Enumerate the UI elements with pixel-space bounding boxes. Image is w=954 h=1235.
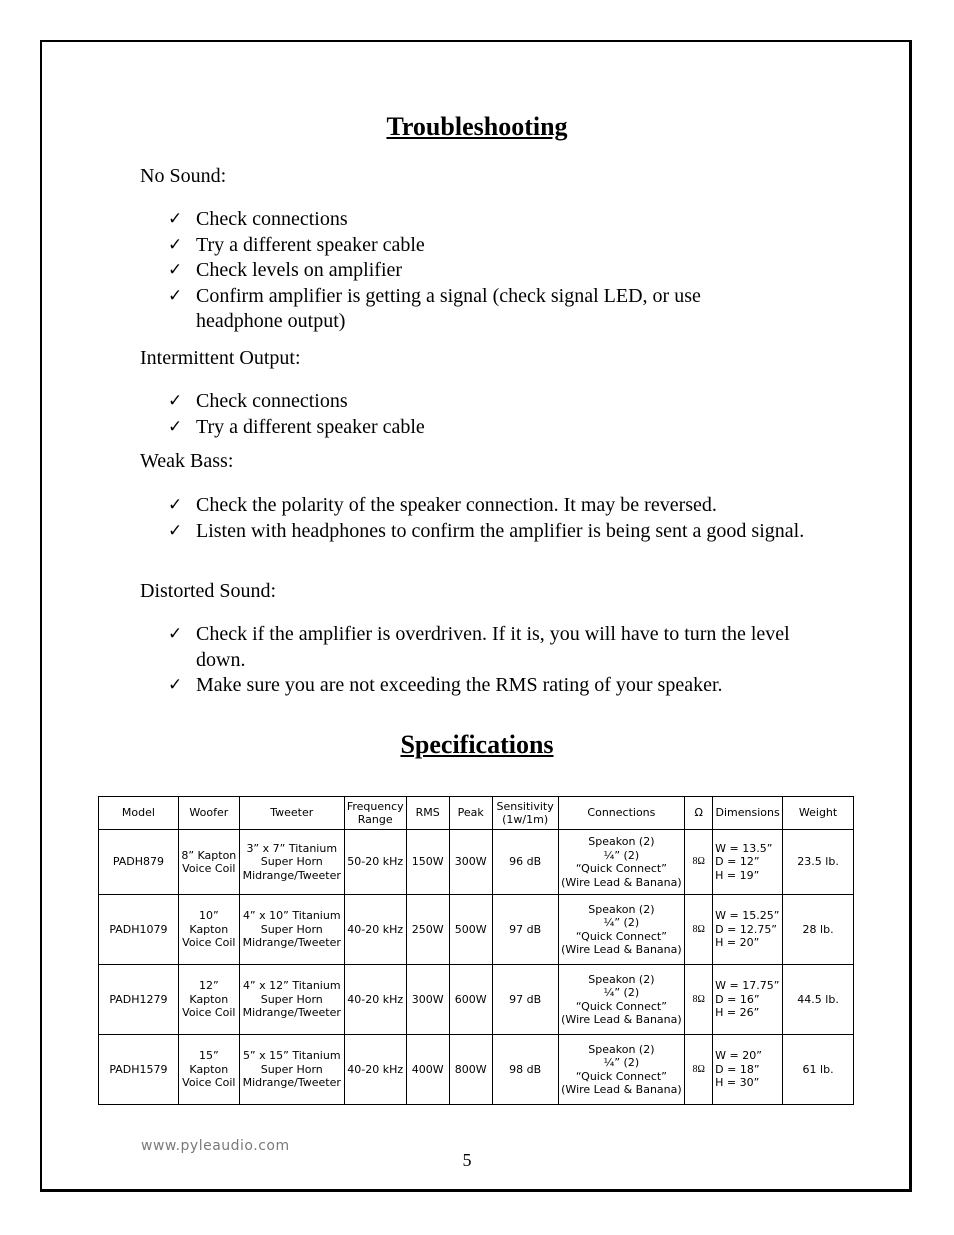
cell-connections: Speakon (2) ¼” (2) “Quick Connect” (Wire Lead & Banana) [558, 830, 685, 895]
cell-model: PADH1079 [99, 895, 179, 965]
cell-ohm: 8Ω [685, 830, 713, 895]
cell-weight: 61 lb. [783, 1035, 854, 1105]
table-row [99, 895, 854, 965]
cell-frequency-range: 40-20 kHz [344, 1035, 406, 1105]
cell-frequency-range: 40-20 kHz [344, 895, 406, 965]
column-header-ohm: Ω [685, 797, 713, 830]
section-heading-distorted-sound: Distorted Sound: [140, 580, 277, 602]
list-item: ✓ Check levels on amplifier [168, 258, 796, 284]
page-number: 5 [462, 1150, 472, 1170]
list-item: ✓ Check connections [168, 389, 796, 415]
cell-tweeter: 4” x 10” Titanium Super Horn Midrange/Tweeter [239, 895, 344, 965]
specifications-title: Specifications [400, 730, 554, 759]
column-header-rms: RMS [406, 797, 449, 830]
section-heading-no-sound: No Sound: [140, 165, 227, 187]
column-header-connections: Connections [558, 797, 685, 830]
list-item: ✓ Try a different speaker cable [168, 233, 796, 259]
section-heading-intermittent-output: Intermittent Output: [140, 347, 301, 369]
list-item: ✓ Confirm amplifier is getting a signal (check signal LED, or use headphone output) [168, 284, 701, 332]
list-item: ✓ Check if the amplifier is overdriven. If it is, you will have to turn the level down. [168, 623, 790, 671]
check-mark-icon: ✓ [168, 624, 183, 644]
cell-rms: 400W [406, 1035, 449, 1105]
cell-rms: 300W [406, 965, 449, 1035]
column-header-peak: Peak [449, 797, 492, 830]
cell-dimensions: W = 20” D = 18” H = 30” [713, 1035, 783, 1105]
column-header-frequency-range: Frequency Range [344, 797, 406, 830]
cell-dimensions: W = 15.25” D = 12.75” H = 20” [713, 895, 783, 965]
checklist-no-sound [168, 207, 796, 335]
cell-woofer: 12” Kapton Voice Coil [178, 965, 239, 1035]
column-header-tweeter: Tweeter [239, 797, 344, 830]
cell-ohm: 8Ω [685, 1035, 713, 1105]
list-item: ✓ Make sure you are not exceeding the RMS rating of your speaker. [168, 673, 796, 699]
cell-dimensions: W = 13.5” D = 12” H = 19” [713, 830, 783, 895]
cell-tweeter: 3” x 7” Titanium Super Horn Midrange/Tweeter [239, 830, 344, 895]
cell-peak: 600W [449, 965, 492, 1035]
cell-tweeter: 4” x 12” Titanium Super Horn Midrange/Tweeter [239, 965, 344, 1035]
cell-model: PADH879 [99, 830, 179, 895]
troubleshooting-title: Troubleshooting [386, 112, 568, 141]
cell-rms: 150W [406, 830, 449, 895]
cell-woofer: 8” Kapton Voice Coil [178, 830, 239, 895]
table-row [99, 965, 854, 1035]
cell-connections: Speakon (2) ¼” (2) “Quick Connect” (Wire Lead & Banana) [558, 965, 685, 1035]
cell-connections: Speakon (2) ¼” (2) “Quick Connect” (Wire Lead & Banana) [558, 1035, 685, 1105]
cell-peak: 300W [449, 830, 492, 895]
checklist-weak-bass [168, 493, 824, 544]
cell-woofer: 15” Kapton Voice Coil [178, 1035, 239, 1105]
check-mark-icon: ✓ [168, 391, 183, 411]
cell-tweeter: 5” x 15” Titanium Super Horn Midrange/Tweeter [239, 1035, 344, 1105]
cell-frequency-range: 40-20 kHz [344, 965, 406, 1035]
list-item: ✓ Try a different speaker cable [168, 415, 796, 441]
footer-website-link[interactable]: www.pyleaudio.com [141, 1138, 290, 1154]
column-header-model: Model [99, 797, 179, 830]
check-mark-icon: ✓ [168, 260, 183, 280]
cell-connections: Speakon (2) ¼” (2) “Quick Connect” (Wire Lead & Banana) [558, 895, 685, 965]
cell-model: PADH1579 [99, 1035, 179, 1105]
check-mark-icon: ✓ [168, 234, 183, 255]
cell-model: PADH1279 [99, 965, 179, 1035]
column-header-weight: Weight [783, 797, 854, 830]
check-mark-icon: ✓ [168, 416, 183, 437]
column-header-sensitivity: Sensitivity (1w/1m) [492, 797, 558, 830]
cell-rms: 250W [406, 895, 449, 965]
check-mark-icon: ✓ [168, 209, 183, 229]
check-mark-icon: ✓ [168, 675, 183, 695]
cell-sensitivity: 98 dB [492, 1035, 558, 1105]
column-header-dimensions: Dimensions [713, 797, 783, 830]
cell-sensitivity: 97 dB [492, 895, 558, 965]
cell-sensitivity: 97 dB [492, 965, 558, 1035]
cell-frequency-range: 50-20 kHz [344, 830, 406, 895]
section-heading-weak-bass: Weak Bass: [140, 450, 234, 472]
list-item: ✓ Check connections [168, 207, 796, 233]
cell-peak: 800W [449, 1035, 492, 1105]
cell-ohm: 8Ω [685, 965, 713, 1035]
cell-peak: 500W [449, 895, 492, 965]
list-item: ✓ Check the polarity of the speaker connection. It may be reversed. [168, 493, 796, 519]
table-header-row [99, 797, 854, 830]
cell-sensitivity: 96 dB [492, 830, 558, 895]
list-item: ✓ Listen with headphones to confirm the amplifier is being sent a good signal. [168, 519, 824, 545]
cell-weight: 44.5 lb. [783, 965, 854, 1035]
check-mark-icon: ✓ [168, 285, 183, 306]
cell-weight: 28 lb. [783, 895, 854, 965]
cell-woofer: 10” Kapton Voice Coil [178, 895, 239, 965]
column-header-woofer: Woofer [178, 797, 239, 830]
checklist-distorted-sound [168, 622, 820, 699]
cell-ohm: 8Ω [685, 895, 713, 965]
check-mark-icon: ✓ [168, 495, 183, 515]
cell-dimensions: W = 17.75” D = 16” H = 26” [713, 965, 783, 1035]
table-row [99, 830, 854, 895]
table-row [99, 1035, 854, 1105]
check-mark-icon: ✓ [168, 520, 183, 541]
cell-weight: 23.5 lb. [783, 830, 854, 895]
checklist-intermittent-output [168, 389, 796, 440]
specifications-table [98, 796, 854, 1105]
